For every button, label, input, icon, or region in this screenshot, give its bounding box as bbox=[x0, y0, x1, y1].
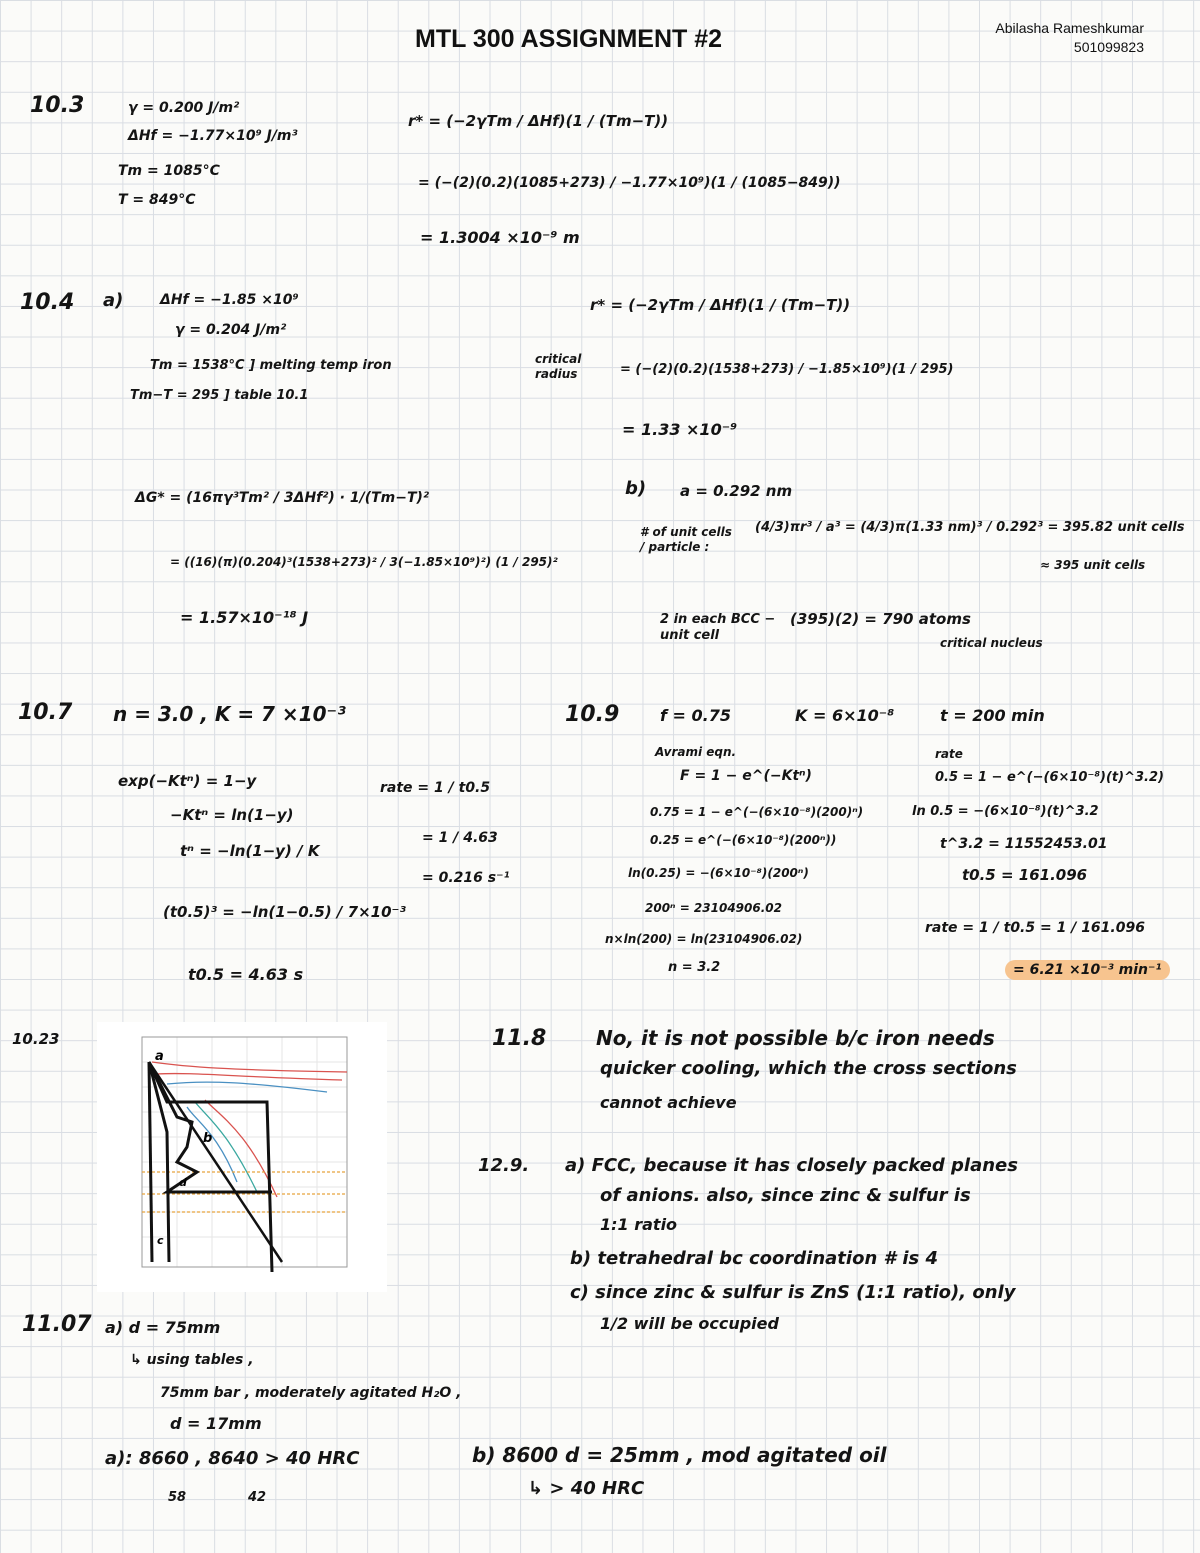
given-line: ΔHf = −1.85 ×10⁹ bbox=[160, 292, 299, 308]
problem-number-11-8: 11.8 bbox=[492, 1026, 547, 1051]
answer-line: 1/2 will be occupied bbox=[600, 1314, 779, 1333]
answer-line: cannot achieve bbox=[600, 1093, 737, 1112]
path-label: b bbox=[203, 1131, 213, 1146]
highlighted-answer: = 6.21 ×10⁻³ min⁻¹ bbox=[1005, 960, 1170, 980]
work-line: n×ln(200) = ln(23104906.02) bbox=[605, 932, 803, 946]
ttt-diagram bbox=[97, 1022, 387, 1292]
answer-line: 1:1 ratio bbox=[600, 1215, 678, 1234]
bcc-label: 2 in each BCC − unit cell bbox=[660, 612, 776, 643]
hardness-value: 42 bbox=[248, 1490, 267, 1505]
work-line: b) 8600 d = 25mm , mod agitated oil bbox=[472, 1443, 887, 1467]
given-line: Tm = 1085°C bbox=[118, 163, 220, 179]
given-line: K = 6×10⁻⁸ bbox=[795, 706, 895, 725]
unit-cell-note: ≈ 395 unit cells bbox=[1040, 558, 1146, 572]
part-label: b) bbox=[625, 478, 647, 499]
rate-line: = 1 / 4.63 bbox=[422, 830, 498, 846]
work-line: = ((16)(π)(0.204)³(1538+273)² / 3(−1.85×10⁹)²) (1 / 295)² bbox=[170, 555, 558, 569]
work-result: = 1.57×10⁻¹⁸ J bbox=[180, 608, 309, 627]
path-label: c bbox=[157, 1234, 164, 1247]
work-result: a): 8660 , 8640 > 40 HRC bbox=[105, 1448, 360, 1469]
curve-red bbox=[152, 1062, 347, 1072]
unit-cell-expression: (4/3)πr³ / a³ = (4/3)π(1.33 nm)³ / 0.292³ = 395.82 unit cells bbox=[755, 520, 1185, 535]
bcc-expression: (395)(2) = 790 atoms bbox=[790, 610, 971, 628]
given-line: T = 849°C bbox=[118, 192, 196, 208]
answer-line: No, it is not possible b/c iron needs bbox=[596, 1026, 995, 1050]
avrami-label: Avrami eqn. bbox=[655, 745, 737, 759]
path-label: d bbox=[179, 1176, 187, 1189]
path-label: a bbox=[155, 1049, 164, 1064]
problem-number-10-4: 10.4 bbox=[20, 290, 75, 315]
problem-number-10-23: 10.23 bbox=[12, 1030, 60, 1048]
work-result: ↳ > 40 HRC bbox=[528, 1478, 645, 1499]
bcc-note: critical nucleus bbox=[940, 636, 1043, 650]
rate-line: t^3.2 = 11552453.01 bbox=[940, 836, 1108, 852]
page-title: MTL 300 ASSIGNMENT #2 bbox=[415, 25, 723, 53]
rate-line: t0.5 = 161.096 bbox=[962, 866, 1088, 884]
problem-number-12-9: 12.9. bbox=[478, 1155, 530, 1176]
work-line: a) d = 75mm bbox=[105, 1318, 221, 1337]
given-line: γ = 0.204 J/m² bbox=[175, 322, 287, 338]
work-line: r* = (−2γTm / ΔHf)(1 / (Tm−T)) bbox=[408, 112, 669, 130]
rate-result: = 0.216 s⁻¹ bbox=[422, 870, 510, 886]
work-line: 0.25 = e^(−(6×10⁻⁸)(200ⁿ)) bbox=[650, 833, 837, 847]
problem-number-10-3: 10.3 bbox=[30, 93, 85, 118]
given-line: a = 0.292 nm bbox=[680, 482, 793, 500]
problem-number-10-7: 10.7 bbox=[18, 700, 73, 725]
work-line: 75mm bar , moderately agitated H₂O , bbox=[160, 1385, 462, 1401]
answer-line: quicker cooling, which the cross sections bbox=[600, 1058, 1017, 1079]
answer-line: a) FCC, because it has closely packed planes bbox=[565, 1155, 1018, 1176]
work-line: 200ⁿ = 23104906.02 bbox=[645, 901, 782, 915]
work-line: (t0.5)³ = −ln(1−0.5) / 7×10⁻³ bbox=[163, 903, 407, 921]
work-line: ln(0.25) = −(6×10⁻⁸)(200ⁿ) bbox=[628, 866, 809, 880]
curve-red bbox=[157, 1074, 342, 1080]
work-line: = (−(2)(0.2)(1085+273) / −1.77×10⁹)(1 / (1085−849)) bbox=[418, 175, 841, 191]
work-result: t0.5 = 4.63 s bbox=[188, 965, 304, 984]
rate-line: rate = 1 / t0.5 = 1 / 161.096 bbox=[925, 920, 1145, 936]
answer-line: b) tetrahedral bc coordination # is 4 bbox=[570, 1248, 938, 1269]
given-line: Tm = 1538°C ] melting temp iron bbox=[150, 358, 392, 373]
work-line: ↳ using tables , bbox=[130, 1352, 254, 1368]
given-line: f = 0.75 bbox=[660, 706, 731, 725]
answer-line: c) since zinc & sulfur is ZnS (1:1 ratio), only bbox=[570, 1282, 1016, 1303]
rate-line: 0.5 = 1 − e^(−(6×10⁻⁸)(t)^3.2) bbox=[935, 770, 1164, 785]
work-line: exp(−Ktⁿ) = 1−y bbox=[118, 772, 257, 790]
ttt-diagram-svg bbox=[97, 1022, 387, 1292]
work-line: F = 1 − e^(−Ktⁿ) bbox=[680, 768, 812, 784]
unit-cell-label: # of unit cells / particle : bbox=[640, 525, 732, 554]
part-label: a) bbox=[103, 290, 124, 311]
answer-line: of anions. also, since zinc & sulfur is bbox=[600, 1185, 971, 1206]
given-line: ΔHf = −1.77×10⁹ J/m³ bbox=[128, 128, 298, 144]
given-line: γ = 0.200 J/m² bbox=[128, 100, 240, 116]
work-line: r* = (−2γTm / ΔHf)(1 / (Tm−T)) bbox=[590, 296, 851, 314]
problem-number-10-9: 10.9 bbox=[565, 702, 620, 727]
problem-number-11-07: 11.07 bbox=[22, 1312, 92, 1337]
student-id: 501099823 bbox=[1073, 39, 1144, 55]
given-line: n = 3.0 , K = 7 ×10⁻³ bbox=[113, 702, 346, 726]
work-line: tⁿ = −ln(1−y) / K bbox=[180, 842, 320, 860]
work-line: = (−(2)(0.2)(1538+273) / −1.85×10⁹)(1 / 295) bbox=[620, 362, 954, 377]
hardness-value: 58 bbox=[168, 1490, 187, 1505]
work-line: 0.75 = 1 − e^(−(6×10⁻⁸)(200)ⁿ) bbox=[650, 805, 864, 819]
author-name: Abilasha Rameshkumar bbox=[995, 20, 1144, 36]
work-line: ΔG* = (16πγ³Tm² / 3ΔHf²) · 1/(Tm−T)² bbox=[135, 490, 430, 506]
given-line: t = 200 min bbox=[940, 706, 1045, 725]
given-line: Tm−T = 295 ] table 10.1 bbox=[130, 388, 309, 403]
rate-line: ln 0.5 = −(6×10⁻⁸)(t)^3.2 bbox=[912, 804, 1099, 819]
work-line: d = 17mm bbox=[170, 1414, 262, 1433]
cooling-paths bbox=[149, 1062, 272, 1272]
work-result: n = 3.2 bbox=[668, 960, 721, 975]
work-result: = 1.3004 ×10⁻⁹ m bbox=[420, 228, 580, 247]
rate-label: rate bbox=[935, 747, 963, 761]
rate-line: rate = 1 / t0.5 bbox=[380, 780, 491, 796]
work-result: = 1.33 ×10⁻⁹ bbox=[622, 420, 738, 439]
work-line: −Ktⁿ = ln(1−y) bbox=[170, 806, 294, 824]
critical-radius-note: critical radius bbox=[535, 352, 582, 381]
